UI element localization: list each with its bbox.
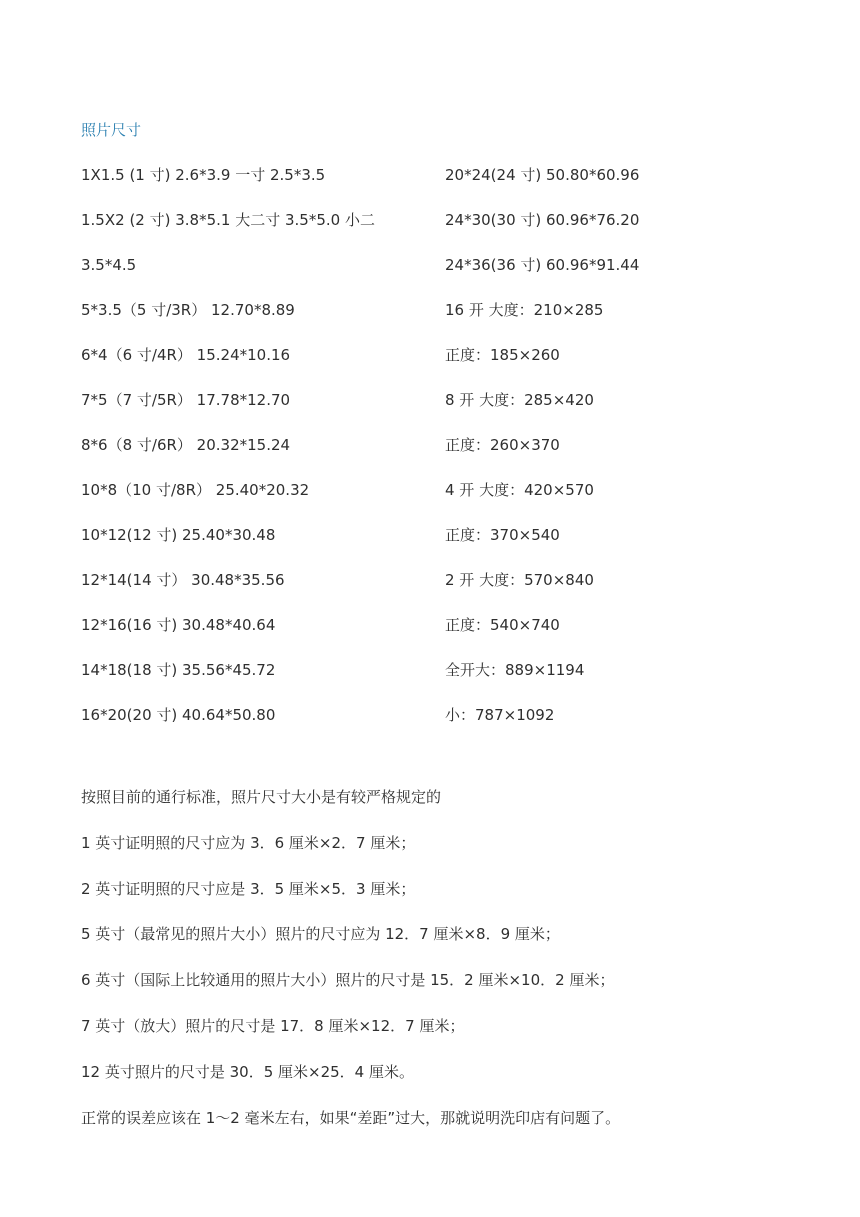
size-row: 12*16(16 寸) 30.48*40.64 [81,616,276,634]
standards-notes [81,786,821,1152]
paper-size-row: 正度：540×740 [445,616,560,634]
note-paragraph: 按照目前的通行标准，照片尺寸大小是有较严格规定的 [81,788,442,806]
size-row: 10*8（10 寸/8R） 25.40*20.32 [81,481,310,499]
note-paragraph: 12 英寸照片的尺寸是 30．5 厘米×25．4 厘米。 [81,1062,414,1081]
size-row: 12*14(14 寸） 30.48*35.56 [81,571,285,589]
section-heading: 照片尺寸 [81,121,142,139]
size-row: 14*18(18 寸) 35.56*45.72 [81,661,276,679]
paper-size-row: 正度：260×370 [445,436,560,454]
paper-size-row: 2 开 大度：570×840 [445,571,594,589]
paper-size-row: 正度：185×260 [445,346,560,364]
paper-size-row: 4 开 大度：420×570 [445,481,594,499]
size-row: 20*24(24 寸) 50.80*60.96 [445,166,640,184]
size-row: 1X1.5 (1 寸) 2.6*3.9 一寸 2.5*3.5 [81,166,326,184]
size-row: 6*4（6 寸/4R） 15.24*10.16 [81,346,291,364]
size-row: 8*6（8 寸/6R） 20.32*15.24 [81,436,291,454]
note-paragraph: 正常的误差应该在 1～2 毫米左右，如果“差距”过大，那就说明洗印店有问题了。 [81,1108,621,1127]
size-row: 16*20(20 寸) 40.64*50.80 [81,706,276,724]
size-row: 24*36(36 寸) 60.96*91.44 [445,256,640,274]
size-row: 10*12(12 寸) 25.40*30.48 [81,526,276,544]
note-paragraph: 6 英寸（国际上比较通用的照片大小）照片的尺寸是 15．2 厘米×10．2 厘米； [81,971,615,990]
paper-size-row: 8 开 大度：285×420 [445,391,594,409]
paper-size-row: 全开大：889×1194 [445,661,585,679]
size-row: 1.5X2 (2 寸) 3.8*5.1 大二寸 3.5*5.0 小二 [81,211,375,229]
size-row: 7*5（7 寸/5R） 17.78*12.70 [81,391,291,409]
paper-size-row: 16 开 大度：210×285 [445,301,604,319]
note-paragraph: 2 英寸证明照的尺寸应是 3．5 厘米×5．3 厘米； [81,879,416,898]
paper-size-row: 小：787×1092 [445,706,555,724]
size-list-left [81,164,436,749]
size-row: 3.5*4.5 [81,256,137,274]
paper-size-row: 正度：370×540 [445,526,560,544]
size-list-right [445,164,835,749]
note-paragraph: 5 英寸（最常见的照片大小）照片的尺寸应为 12．7 厘米×8．9 厘米； [81,925,560,944]
size-row: 24*30(30 寸) 60.96*76.20 [445,211,640,229]
note-paragraph: 7 英寸（放大）照片的尺寸是 17．8 厘米×12．7 厘米； [81,1016,465,1035]
size-row: 5*3.5（5 寸/3R） 12.70*8.89 [81,301,295,319]
note-paragraph: 1 英寸证明照的尺寸应为 3．6 厘米×2．7 厘米； [81,833,416,852]
